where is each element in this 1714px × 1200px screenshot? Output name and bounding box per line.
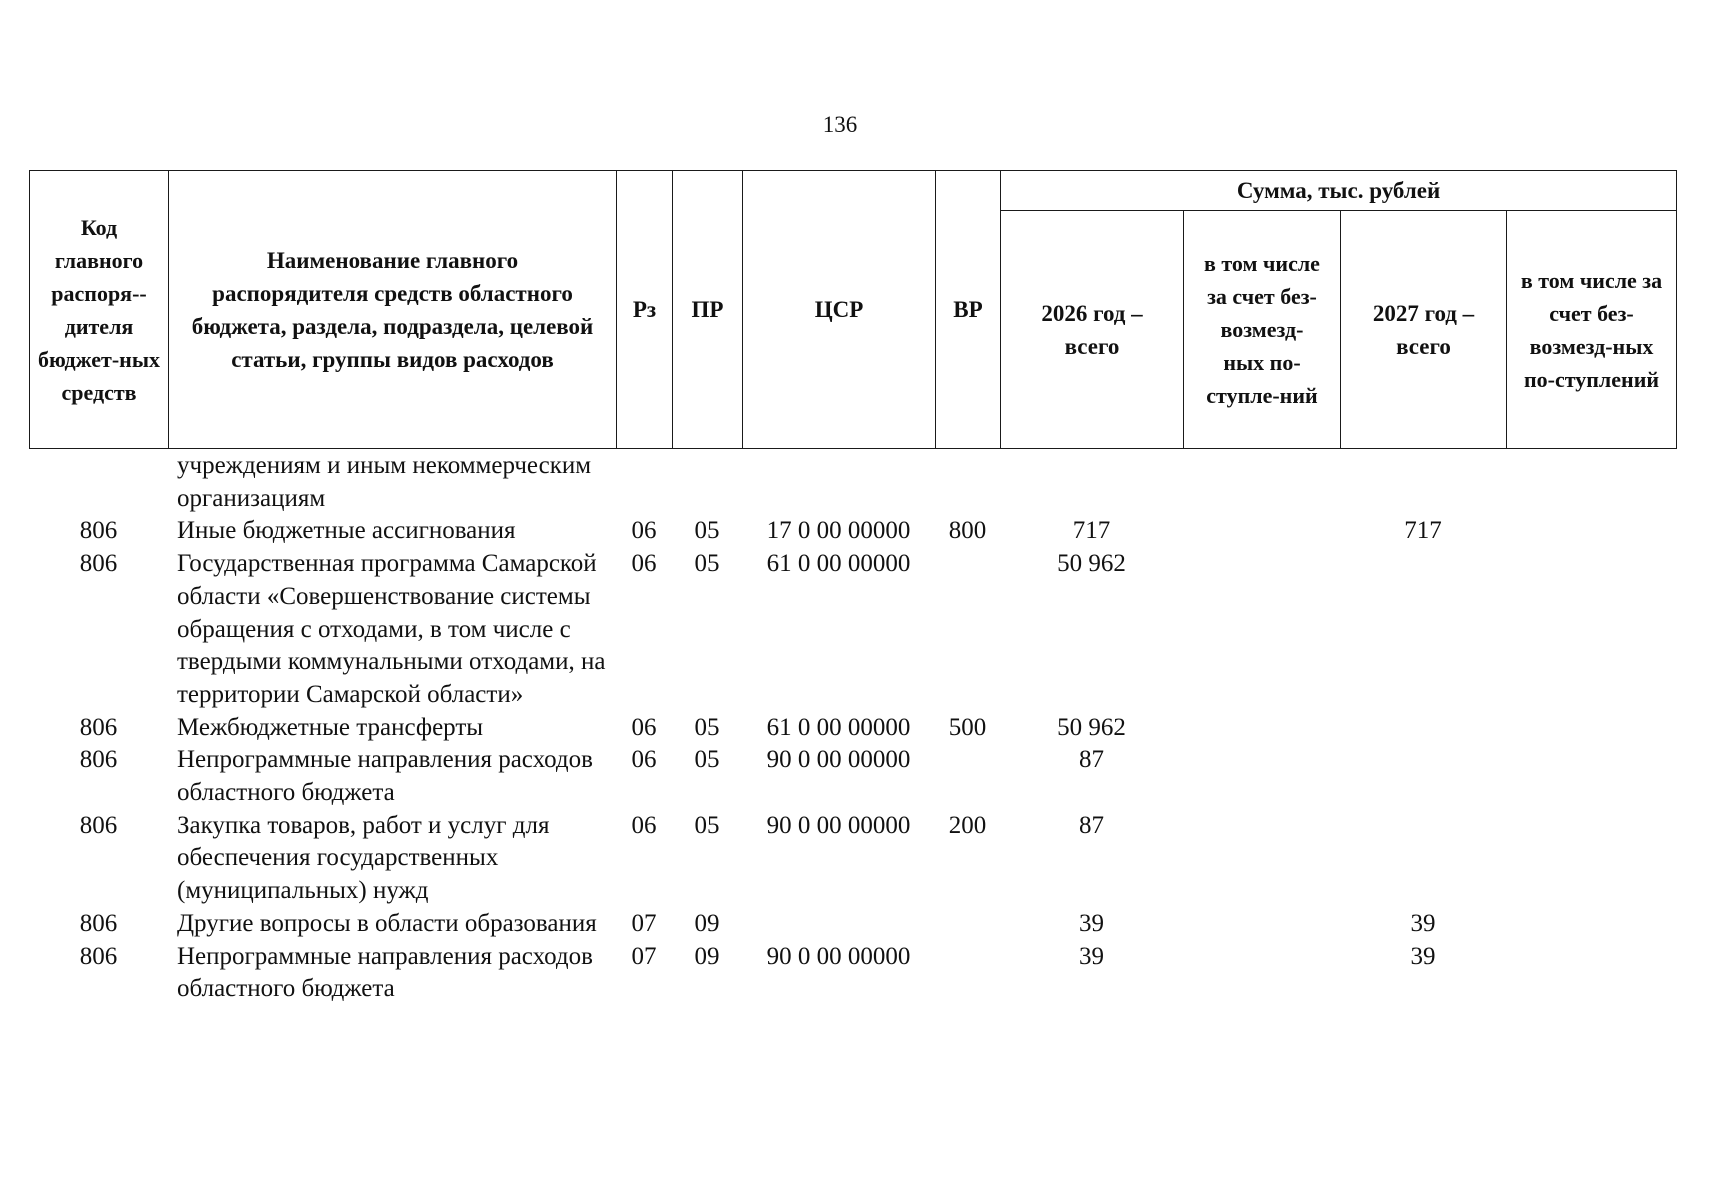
row-vr	[935, 548, 1000, 712]
row-2026-total: 87	[1079, 746, 1104, 774]
table-header	[29, 170, 1677, 449]
row-2026-free	[1183, 548, 1340, 712]
row-csr: 61 0 00 00000	[766, 713, 911, 741]
row-csr	[742, 908, 935, 941]
row-name: Межбюджетные трансферты	[177, 713, 484, 741]
row-rz: 06	[631, 811, 657, 839]
header-vr: ВР	[936, 171, 1001, 449]
row-vr	[935, 744, 1000, 809]
row-rz: 06	[631, 713, 657, 741]
row-2026-total: 50 962	[1057, 550, 1126, 578]
row-csr: 90 0 00 00000	[766, 811, 911, 839]
row-2026-free	[1183, 941, 1340, 1006]
row-2027-total	[1340, 744, 1506, 809]
row-2026-free	[1183, 515, 1340, 548]
table-row	[29, 712, 1676, 745]
row-rz: 07	[631, 909, 657, 937]
row-2027-total	[1340, 712, 1506, 745]
header-csr: ЦСР	[743, 171, 936, 449]
header-2026-free: в том числе за счет без-возмезд-ных по-ступле-ний	[1184, 211, 1341, 449]
header-2027-total: 2027 год – всего	[1341, 211, 1507, 449]
row-name: Непрограммные направления расходов областного бюджета	[177, 942, 593, 1003]
table-row	[29, 908, 1676, 941]
row-vr	[935, 450, 1000, 515]
row-name: Иные бюджетные ассигнования	[177, 517, 516, 545]
row-pr: 05	[694, 550, 720, 578]
row-2026-total	[1000, 450, 1183, 515]
row-2026-free	[1183, 744, 1340, 809]
header-sum-group: Сумма, тыс. рублей	[1001, 171, 1677, 211]
row-code: 806	[79, 942, 118, 970]
row-csr: 61 0 00 00000	[766, 550, 911, 578]
row-2026-total: 39	[1079, 942, 1104, 970]
row-name: Государственная программа Самарской области «Совершенствование системы обращения с отходами, в том числе с твердыми коммунальными отходами, на территории Самарской области»	[177, 550, 606, 708]
table-row	[29, 810, 1676, 908]
table-body	[29, 450, 1676, 1006]
row-code: 806	[79, 517, 118, 545]
row-2027-total: 717	[1404, 517, 1442, 545]
header-2027-free: в том числе за счет без-возмезд-ных по-ступлений	[1507, 211, 1677, 449]
row-rz: 06	[631, 550, 657, 578]
row-vr: 800	[948, 517, 987, 545]
row-code: 806	[79, 909, 118, 937]
row-2026-total: 39	[1079, 909, 1104, 937]
row-csr: 17 0 00 00000	[766, 517, 911, 545]
row-name: Другие вопросы в области образования	[177, 909, 597, 937]
row-2027-total	[1340, 450, 1506, 515]
row-2027-free	[1506, 941, 1676, 1006]
row-pr: 05	[694, 811, 720, 839]
row-csr: 90 0 00 00000	[766, 746, 911, 774]
row-2026-total: 717	[1072, 517, 1111, 545]
row-code: 806	[79, 550, 118, 578]
row-2027-free	[1506, 810, 1676, 908]
row-2027-total	[1340, 548, 1506, 712]
row-pr: 05	[694, 713, 720, 741]
row-rz: 06	[631, 746, 657, 774]
header-pr: ПР	[673, 171, 743, 449]
row-2027-free	[1506, 908, 1676, 941]
table-row	[29, 941, 1676, 1006]
header-2026-total: 2026 год – всего	[1001, 211, 1184, 449]
row-rz: 06	[631, 517, 657, 545]
row-2027-total	[1340, 810, 1506, 908]
header-name: Наименование главного распорядителя средств областного бюджета, раздела, подраздела, целевой статьи, группы видов расходов	[169, 171, 617, 449]
row-vr: 500	[948, 713, 987, 741]
row-2026-free	[1183, 810, 1340, 908]
row-2027-free	[1506, 450, 1676, 515]
header-rz: Рз	[617, 171, 673, 449]
row-rz	[616, 450, 672, 515]
row-pr: 09	[694, 942, 720, 970]
row-vr: 200	[948, 811, 987, 839]
row-name: Непрограммные направления расходов областного бюджета	[177, 746, 593, 807]
row-pr	[672, 450, 742, 515]
row-code: 806	[79, 713, 118, 741]
table-row	[29, 515, 1676, 548]
row-code: 806	[79, 811, 118, 839]
table-row	[29, 548, 1676, 712]
row-csr	[742, 450, 935, 515]
row-2026-total: 50 962	[1057, 713, 1126, 741]
table-row	[29, 744, 1676, 809]
row-vr	[935, 908, 1000, 941]
row-name: Закупка товаров, работ и услуг для обеспечения государственных (муниципальных) нужд	[177, 811, 550, 905]
row-name: учреждениям и иным некоммерческим организациям	[177, 452, 592, 512]
row-code	[29, 450, 168, 515]
row-2027-free	[1506, 744, 1676, 809]
page-number: 136	[822, 112, 858, 137]
row-2026-free	[1183, 908, 1340, 941]
header-code: Код главного распоря--дителя бюджет-ных средств	[30, 171, 169, 449]
row-2027-free	[1506, 515, 1676, 548]
row-pr: 09	[694, 909, 720, 937]
row-2026-total: 87	[1079, 811, 1104, 839]
row-rz: 07	[631, 942, 657, 970]
row-pr: 05	[694, 517, 720, 545]
row-pr: 05	[694, 746, 720, 774]
row-csr: 90 0 00 00000	[766, 942, 911, 970]
table-row	[29, 450, 1676, 515]
row-2027-free	[1506, 712, 1676, 745]
row-code: 806	[79, 746, 118, 774]
row-2027-free	[1506, 548, 1676, 712]
row-2026-free	[1183, 712, 1340, 745]
row-2026-free	[1183, 450, 1340, 515]
row-2027-total: 39	[1410, 942, 1436, 970]
row-2027-total: 39	[1410, 909, 1436, 937]
row-vr	[935, 941, 1000, 1006]
